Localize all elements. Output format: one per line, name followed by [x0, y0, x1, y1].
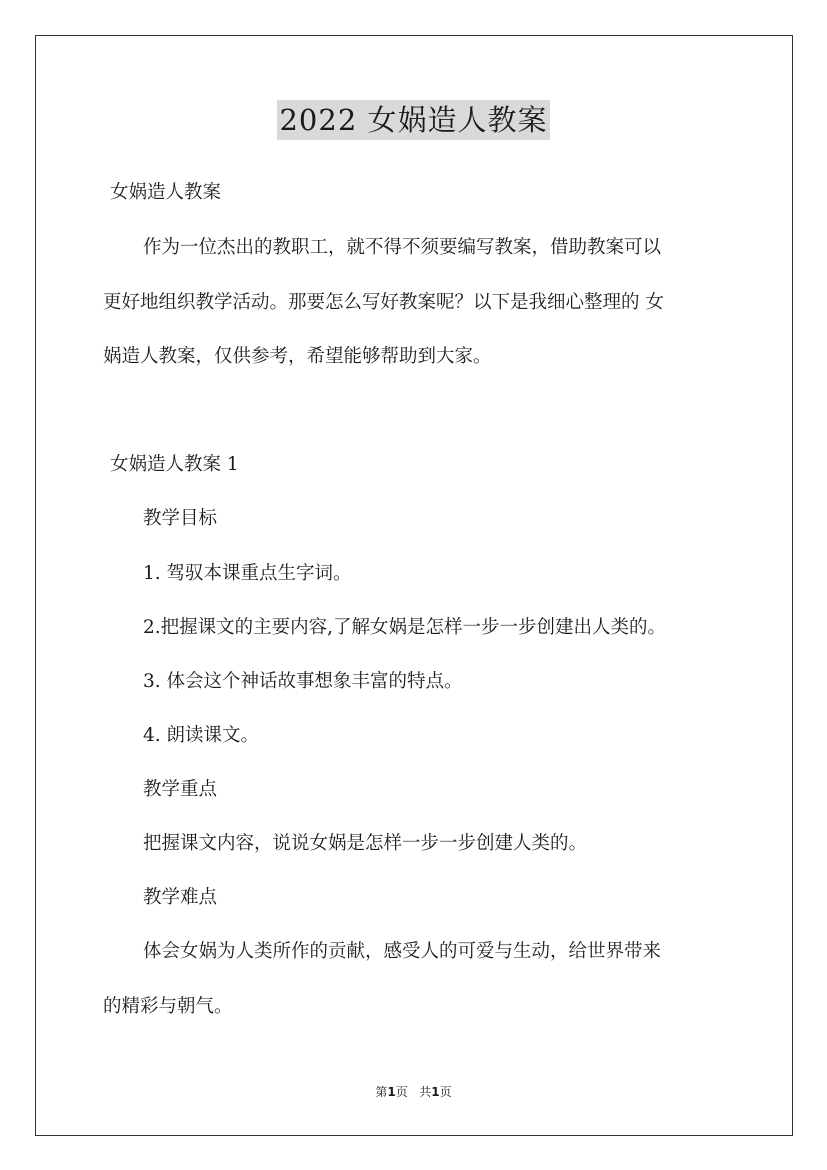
key-heading: 教学重点 [143, 779, 218, 800]
goals-heading: 教学目标 [143, 508, 218, 529]
page-number: 1 [387, 1085, 396, 1099]
page-prefix: 第 [375, 1085, 388, 1099]
goal-item: 4. 朗读课文。 [143, 725, 260, 746]
page-suffix: 页 [395, 1085, 408, 1099]
subtitle: 女娲造人教案 [110, 182, 222, 203]
difficulty-text-line-2: 的精彩与朝气。 [103, 996, 233, 1017]
total-pages: 1 [431, 1085, 440, 1099]
goal-item: 2.把握课文的主要内容,了解女娲是怎样一步一步创建出人类的。 [143, 617, 667, 638]
key-text: 把握课文内容，说说女娲是怎样一步一步创建人类的。 [143, 833, 588, 854]
page-footer [0, 1083, 827, 1100]
intro-line-2: 更好地组织教学活动。那要怎么写好教案呢？以下是我细心整理的 女 [103, 292, 664, 313]
goal-item: 3. 体会这个神话故事想象丰富的特点。 [143, 671, 463, 692]
total-prefix: 共 [419, 1085, 432, 1099]
intro-line-1: 作为一位杰出的教职工，就不得不须要编写教案，借助教案可以 [143, 237, 662, 258]
difficulty-heading: 教学难点 [143, 887, 218, 908]
intro-line-3: 娲造人教案，仅供参考，希望能够帮助到大家。 [103, 346, 492, 367]
title-container [0, 100, 827, 140]
section-heading: 女娲造人教案 1 [110, 454, 239, 475]
total-suffix: 页 [439, 1085, 452, 1099]
goal-item: 1. 驾驭本课重点生字词。 [143, 563, 352, 584]
document-title: 2022 女娲造人教案 [277, 100, 549, 140]
difficulty-text-line-1: 体会女娲为人类所作的贡献，感受人的可爱与生动，给世界带来 [143, 941, 662, 962]
